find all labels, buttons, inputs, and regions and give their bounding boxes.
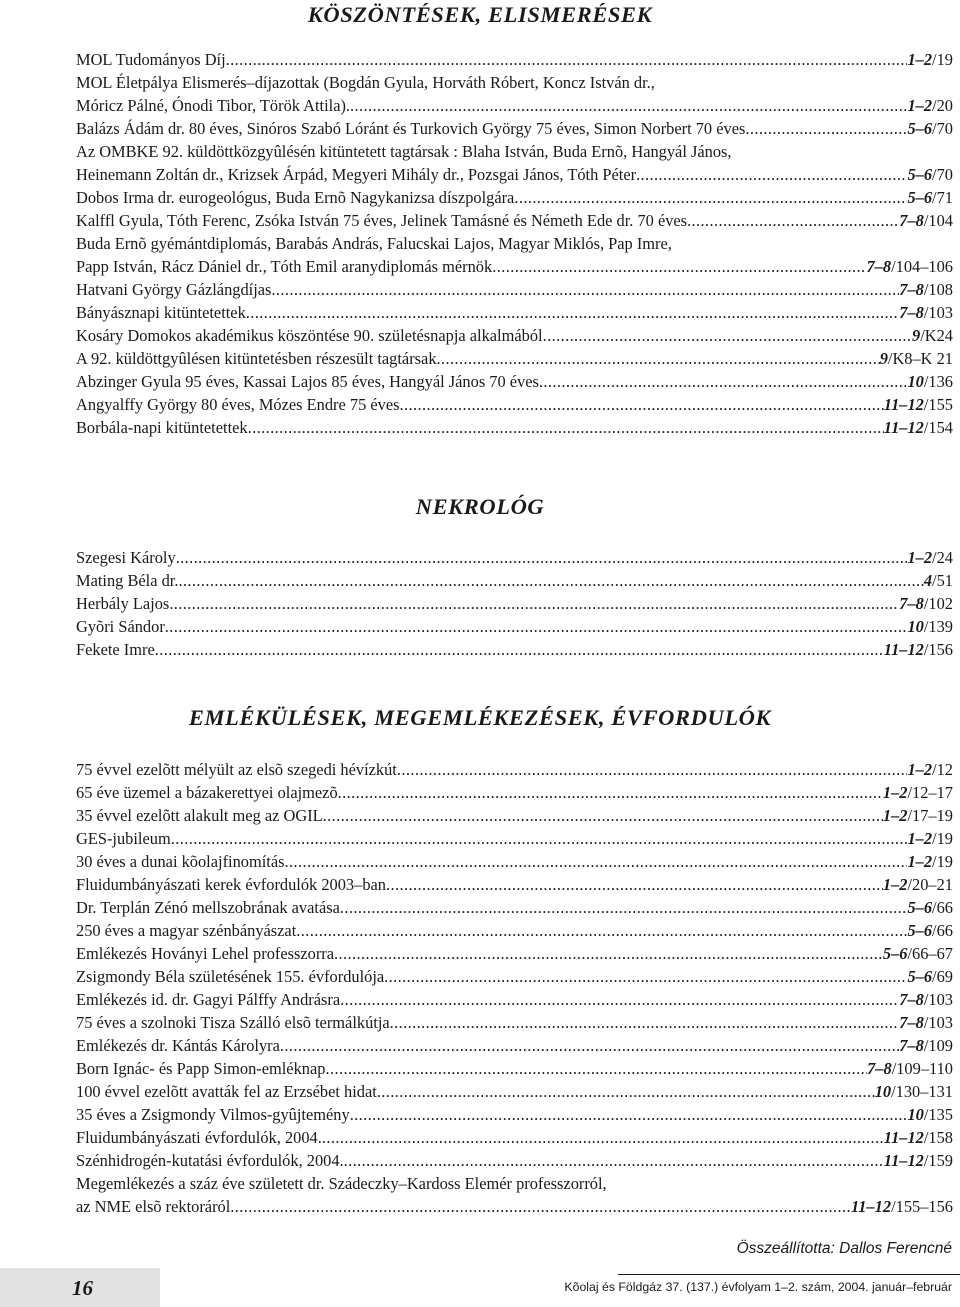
page-reference: /24 (932, 548, 953, 567)
issue-number: 11–12 (883, 1128, 924, 1147)
toc-entry (76, 873, 953, 896)
dot-leader (492, 255, 866, 278)
entry-title: GES-jubileum (76, 829, 171, 848)
entry-reference (884, 416, 953, 439)
entry-reference (907, 758, 953, 781)
entry-title: Zsigmondy Béla születésének 155. évfordulója (76, 967, 385, 986)
entry-reference (883, 873, 953, 896)
page-reference: /20–21 (907, 875, 953, 894)
issue-number: 9 (912, 326, 921, 345)
issue-number: 7–8 (899, 1013, 924, 1032)
entry-reference (883, 942, 953, 965)
issue-number: 1–2 (907, 852, 933, 871)
entry-title: A 92. küldöttgyûlésen kitüntetésben részesült tagtársak (76, 349, 437, 368)
toc-entry (76, 850, 953, 873)
entry-reference (851, 1195, 953, 1218)
entry-title: Bányásznapi kitüntetettek (76, 303, 246, 322)
toc-entry (76, 781, 953, 804)
page-reference: /20 (932, 96, 953, 115)
entry-title: Az OMBKE 92. küldöttközgyûlésén kitüntetett tagtársak : Blaha István, Buda Ernõ, Hangyál János, (76, 142, 732, 161)
dot-leader (169, 592, 899, 615)
dot-leader (377, 1080, 875, 1103)
entry-title: Dr. Terplán Zénó mellszobrának avatása (76, 898, 340, 917)
page-reference: /102 (923, 594, 953, 613)
toc-entry (76, 94, 953, 117)
toc-entry (76, 804, 953, 827)
entry-reference (907, 48, 953, 71)
issue-number: 11–12 (883, 418, 924, 437)
entry-title: Heinemann Zoltán dr., Krizsek Árpád, Megyeri Mihály dr., Pozsgai János, Tóth Péter (76, 165, 637, 184)
page-reference: /69 (932, 967, 953, 986)
entry-reference (907, 919, 953, 942)
entry-reference (907, 850, 953, 873)
issue-number: 11–12 (883, 640, 924, 659)
dot-leader (284, 850, 907, 873)
toc-entry (76, 278, 953, 301)
dot-leader (384, 965, 907, 988)
toc-entry (76, 965, 953, 988)
page-reference: /156 (923, 640, 953, 659)
issue-number: 5–6 (882, 944, 908, 963)
entry-title: Móricz Pálné, Ónodi Tibor, Török Attila). (76, 96, 351, 115)
entry-title: Emlékezés Hoványi Lehel professzorra (76, 944, 335, 963)
dot-leader (280, 1034, 899, 1057)
compiler-credit: Összeállította: Dallos Ferencné (736, 1240, 952, 1257)
entry-reference (899, 278, 953, 301)
issue-number: 7–8 (899, 280, 924, 299)
toc-entry (76, 1034, 953, 1057)
toc-entry (76, 347, 953, 370)
journal-footer: Kõolaj és Földgáz 37. (137.) évfolyam 1–2. szám, 2004. január–február (564, 1280, 952, 1294)
entry-reference (875, 1080, 953, 1103)
dot-leader (176, 546, 908, 569)
dot-leader (171, 827, 908, 850)
entry-reference (907, 117, 953, 140)
issue-number: 10 (907, 372, 924, 391)
issue-number: 5–6 (907, 165, 933, 184)
entry-reference (924, 569, 953, 592)
page-reference: /17–19 (907, 806, 953, 825)
toc-entry (76, 1011, 953, 1034)
entry-title: Herbály Lajos (76, 594, 170, 613)
toc-entry (76, 1057, 953, 1080)
page-reference: /19 (932, 829, 953, 848)
issue-number: 7–8 (866, 257, 892, 276)
toc-entry (76, 301, 953, 324)
page-reference: /159 (923, 1151, 953, 1170)
entry-title: Fekete Imre (76, 640, 155, 659)
toc-entry (76, 163, 953, 186)
toc-entry (76, 1080, 953, 1103)
page-reference: /139 (923, 617, 953, 636)
toc-entry (76, 569, 953, 592)
dot-leader (514, 186, 907, 209)
dot-leader (296, 919, 907, 942)
toc-entry (76, 896, 953, 919)
dot-leader (344, 1149, 884, 1172)
entry-reference (907, 1103, 953, 1126)
entry-reference (899, 1011, 953, 1034)
issue-number: 4 (923, 571, 933, 590)
toc-entry (76, 48, 953, 71)
page-reference: /109 (923, 1036, 953, 1055)
entry-reference (907, 896, 953, 919)
page-reference: /155–156 (891, 1197, 953, 1216)
issue-number: 7–8 (899, 303, 924, 322)
emlekulesek-list (76, 758, 953, 1218)
entry-reference (899, 592, 953, 615)
toc-entry (76, 117, 953, 140)
issue-number: 7–8 (899, 1036, 924, 1055)
page-reference: /19 (932, 50, 953, 69)
entry-reference (899, 301, 953, 324)
entry-title: Balázs Ádám dr. 80 éves, Sinóros Szabó Lóránt és Turkovich György 75 éves, Simon Norbert 70 éves (76, 119, 746, 138)
toc-entry (76, 546, 953, 569)
issue-number: 5–6 (907, 921, 933, 940)
issue-number: 5–6 (907, 188, 933, 207)
toc-entry (76, 942, 953, 965)
page-reference: /66 (932, 898, 953, 917)
entry-title: Angyalffy György 80 éves, Mózes Endre 75 éves (76, 395, 400, 414)
entry-title: Szénhidrogén-kutatási évfordulók, 2004. (76, 1151, 344, 1170)
toc-entry (76, 592, 953, 615)
toc-entry (76, 232, 953, 255)
dot-leader (325, 1057, 867, 1080)
entry-title: Kalffl Gyula, Tóth Ferenc, Zsóka István 75 éves, Jelinek Tamásné és Németh Ede dr. 70 éves (76, 211, 688, 230)
toc-entry (76, 1149, 953, 1172)
entry-reference (907, 827, 953, 850)
toc-entry (76, 827, 953, 850)
page-reference: /51 (932, 571, 953, 590)
dot-leader (230, 1195, 851, 1218)
dot-leader (687, 209, 899, 232)
page-reference: /135 (923, 1105, 953, 1124)
page-reference: /70 (932, 165, 953, 184)
entry-reference (884, 1149, 953, 1172)
page-reference: /103 (923, 990, 953, 1009)
dot-leader (340, 988, 899, 1011)
issue-number: 7–8 (899, 594, 924, 613)
issue-number: 10 (907, 617, 924, 636)
entry-title: Fluidumbányászati kerek évfordulók 2003–ban (76, 875, 386, 894)
entry-title: 100 évvel ezelõtt avatták fel az Erzsébet hidat (76, 1082, 377, 1101)
dot-leader (397, 758, 908, 781)
dot-leader (271, 278, 899, 301)
issue-number: 1–2 (907, 760, 933, 779)
dot-leader (323, 804, 883, 827)
entry-title: 35 évvel ezelõtt alakult meg az OGIL (76, 806, 323, 825)
entry-title: 75 éves a szolnoki Tisza Szálló elsõ termálkútja (76, 1013, 390, 1032)
entry-title: Papp István, Rácz Dániel dr., Tóth Emil aranydiplomás mérnök (76, 257, 493, 276)
dot-leader (155, 638, 884, 661)
entry-reference (866, 255, 953, 278)
entry-reference (907, 163, 953, 186)
dot-leader (338, 781, 883, 804)
page-reference: /104 (923, 211, 953, 230)
section-title-elismeresek: KÖSZÖNTÉSEK, ELISMERÉSEK (307, 2, 653, 27)
toc-entry (76, 615, 953, 638)
entry-reference (899, 209, 953, 232)
dot-leader (437, 347, 880, 370)
entry-reference (883, 781, 953, 804)
dot-leader (350, 1103, 908, 1126)
issue-number: 1–2 (907, 96, 933, 115)
issue-number: 7–8 (899, 990, 924, 1009)
entry-reference (907, 546, 953, 569)
entry-title: Megemlékezés a száz éve született dr. Szádeczky–Kardoss Elemér professzorról, (76, 1174, 607, 1193)
entry-reference (899, 1034, 953, 1057)
entry-reference (899, 988, 953, 1011)
dot-leader (400, 393, 884, 416)
entry-title: az NME elsõ rektoráról (76, 1197, 231, 1216)
toc-entry (76, 71, 953, 94)
page-reference: /66 (932, 921, 953, 940)
entry-title: Born Ignác- és Papp Simon-emléknap (76, 1059, 326, 1078)
elismeresek-list (76, 48, 953, 439)
entry-title: Emlékezés dr. Kántás Károlyra (76, 1036, 280, 1055)
entry-reference (867, 1057, 953, 1080)
page-reference: /154 (923, 418, 953, 437)
page-reference: /19 (932, 852, 953, 871)
issue-number: 1–2 (882, 806, 908, 825)
issue-number: 7–8 (899, 211, 924, 230)
entry-reference (907, 94, 953, 117)
toc-entry (76, 416, 953, 439)
toc-entry (76, 638, 953, 661)
entry-reference (907, 370, 953, 393)
entry-title: Abzinger Gyula 95 éves, Kassai Lajos 85 éves, Hangyál János 70 éves (76, 372, 539, 391)
dot-leader (539, 370, 908, 393)
page-reference: /66–67 (907, 944, 953, 963)
issue-number: 10 (874, 1082, 892, 1101)
toc-entry (76, 919, 953, 942)
toc-entry (76, 255, 953, 278)
toc-entry (76, 758, 953, 781)
toc-entry (76, 370, 953, 393)
dot-leader (543, 324, 912, 347)
page-reference: /K8–K 21 (887, 349, 953, 368)
page-reference: /155 (923, 395, 953, 414)
page-reference: /12–17 (907, 783, 953, 802)
toc-entry (76, 186, 953, 209)
page-reference: /12 (932, 760, 953, 779)
page-reference: /158 (923, 1128, 953, 1147)
entry-reference (883, 804, 953, 827)
entry-reference (884, 1126, 953, 1149)
toc-entry (76, 209, 953, 232)
issue-number: 1–2 (907, 548, 933, 567)
toc-entry (76, 1195, 953, 1218)
entry-title: Hatvani György Gázlángdíjas (76, 280, 272, 299)
issue-number: 11–12 (883, 1151, 924, 1170)
dot-leader (386, 873, 883, 896)
entry-title: Buda Ernõ gyémántdiplomás, Barabás András, Falucskai Lajos, Magyar Miklós, Pap Imre, (76, 234, 672, 253)
issue-number: 5–6 (907, 898, 933, 917)
entry-title: Mating Béla dr. (76, 571, 179, 590)
page-reference: /130–131 (891, 1082, 953, 1101)
dot-leader (350, 94, 907, 117)
toc-entry (76, 1103, 953, 1126)
entry-reference (907, 186, 953, 209)
page-reference: /K24 (920, 326, 953, 345)
entry-title: 75 évvel ezelõtt mélyült az elsõ szegedi hévízkút (76, 760, 397, 779)
entry-title: 65 éve üzemel a bázakerettyei olajmezõ (76, 783, 338, 802)
page-reference: /109–110 (891, 1059, 953, 1078)
dot-leader (745, 117, 907, 140)
toc-entry (76, 140, 953, 163)
issue-number: 1–2 (882, 783, 908, 802)
dot-leader (165, 615, 908, 638)
entry-title: Fluidumbányászati évfordulók, 2004. (76, 1128, 322, 1147)
entry-title: Emlékezés id. dr. Gagyi Pálffy Andrásra (76, 990, 341, 1009)
issue-number: 1–2 (882, 875, 908, 894)
entry-reference (907, 965, 953, 988)
page-reference: /136 (923, 372, 953, 391)
entry-title: Szegesi Károly (76, 548, 176, 567)
dot-leader (340, 896, 908, 919)
section-title-emlekulesek: EMLÉKÜLÉSEK, MEGEMLÉKEZÉSEK, ÉVFORDULÓK (188, 705, 772, 730)
entry-reference (884, 638, 953, 661)
toc-entry (76, 1172, 953, 1195)
issue-number: 5–6 (907, 119, 933, 138)
page-reference: /103 (923, 303, 953, 322)
issue-number: 10 (907, 1105, 924, 1124)
page-reference: /70 (932, 119, 953, 138)
nekrolog-list (76, 546, 953, 661)
entry-reference (912, 324, 953, 347)
dot-leader (248, 416, 884, 439)
dot-leader (178, 569, 923, 592)
dot-leader (334, 942, 883, 965)
toc-entry (76, 393, 953, 416)
issue-number: 1–2 (907, 50, 933, 69)
issue-number: 5–6 (907, 967, 933, 986)
issue-number: 9 (879, 349, 888, 368)
toc-entry (76, 1126, 953, 1149)
dot-leader (390, 1011, 900, 1034)
dot-leader (636, 163, 907, 186)
page-reference: /103 (923, 1013, 953, 1032)
dot-leader (322, 1126, 884, 1149)
entry-title: Dobos Irma dr. eurogeológus, Buda Ernõ Nagykanizsa díszpolgára (76, 188, 515, 207)
page-number: 16 (72, 1276, 93, 1300)
entry-title: Borbála-napi kitüntetettek (76, 418, 248, 437)
section-title-nekrolog: NEKROLÓG (415, 494, 545, 519)
toc-entry (76, 324, 953, 347)
entry-reference (907, 615, 953, 638)
entry-title: Gyõri Sándor (76, 617, 165, 636)
issue-number: 11–12 (883, 395, 924, 414)
issue-number: 11–12 (851, 1197, 892, 1216)
entry-title: 35 éves a Zsigmondy Vilmos-gyûjtemény (76, 1105, 350, 1124)
entry-title: MOL Tudományos Díj (76, 50, 226, 69)
entry-title: Kosáry Domokos akadémikus köszöntése 90. születésnapja alkalmából (76, 326, 543, 345)
entry-reference (880, 347, 953, 370)
issue-number: 7–8 (867, 1059, 892, 1078)
entry-title: 30 éves a dunai kõolajfinomítás (76, 852, 285, 871)
footer-rule (618, 1274, 960, 1275)
page-reference: /104–106 (891, 257, 953, 276)
issue-number: 1–2 (907, 829, 933, 848)
page-reference: /108 (923, 280, 953, 299)
dot-leader (246, 301, 899, 324)
entry-title: 250 éves a magyar szénbányászat (76, 921, 297, 940)
toc-entry (76, 988, 953, 1011)
page-reference: /71 (932, 188, 953, 207)
dot-leader (226, 48, 908, 71)
entry-reference (884, 393, 953, 416)
entry-title: MOL Életpálya Elismerés–díjazottak (Bogdán Gyula, Horváth Róbert, Koncz István dr., (76, 73, 655, 92)
